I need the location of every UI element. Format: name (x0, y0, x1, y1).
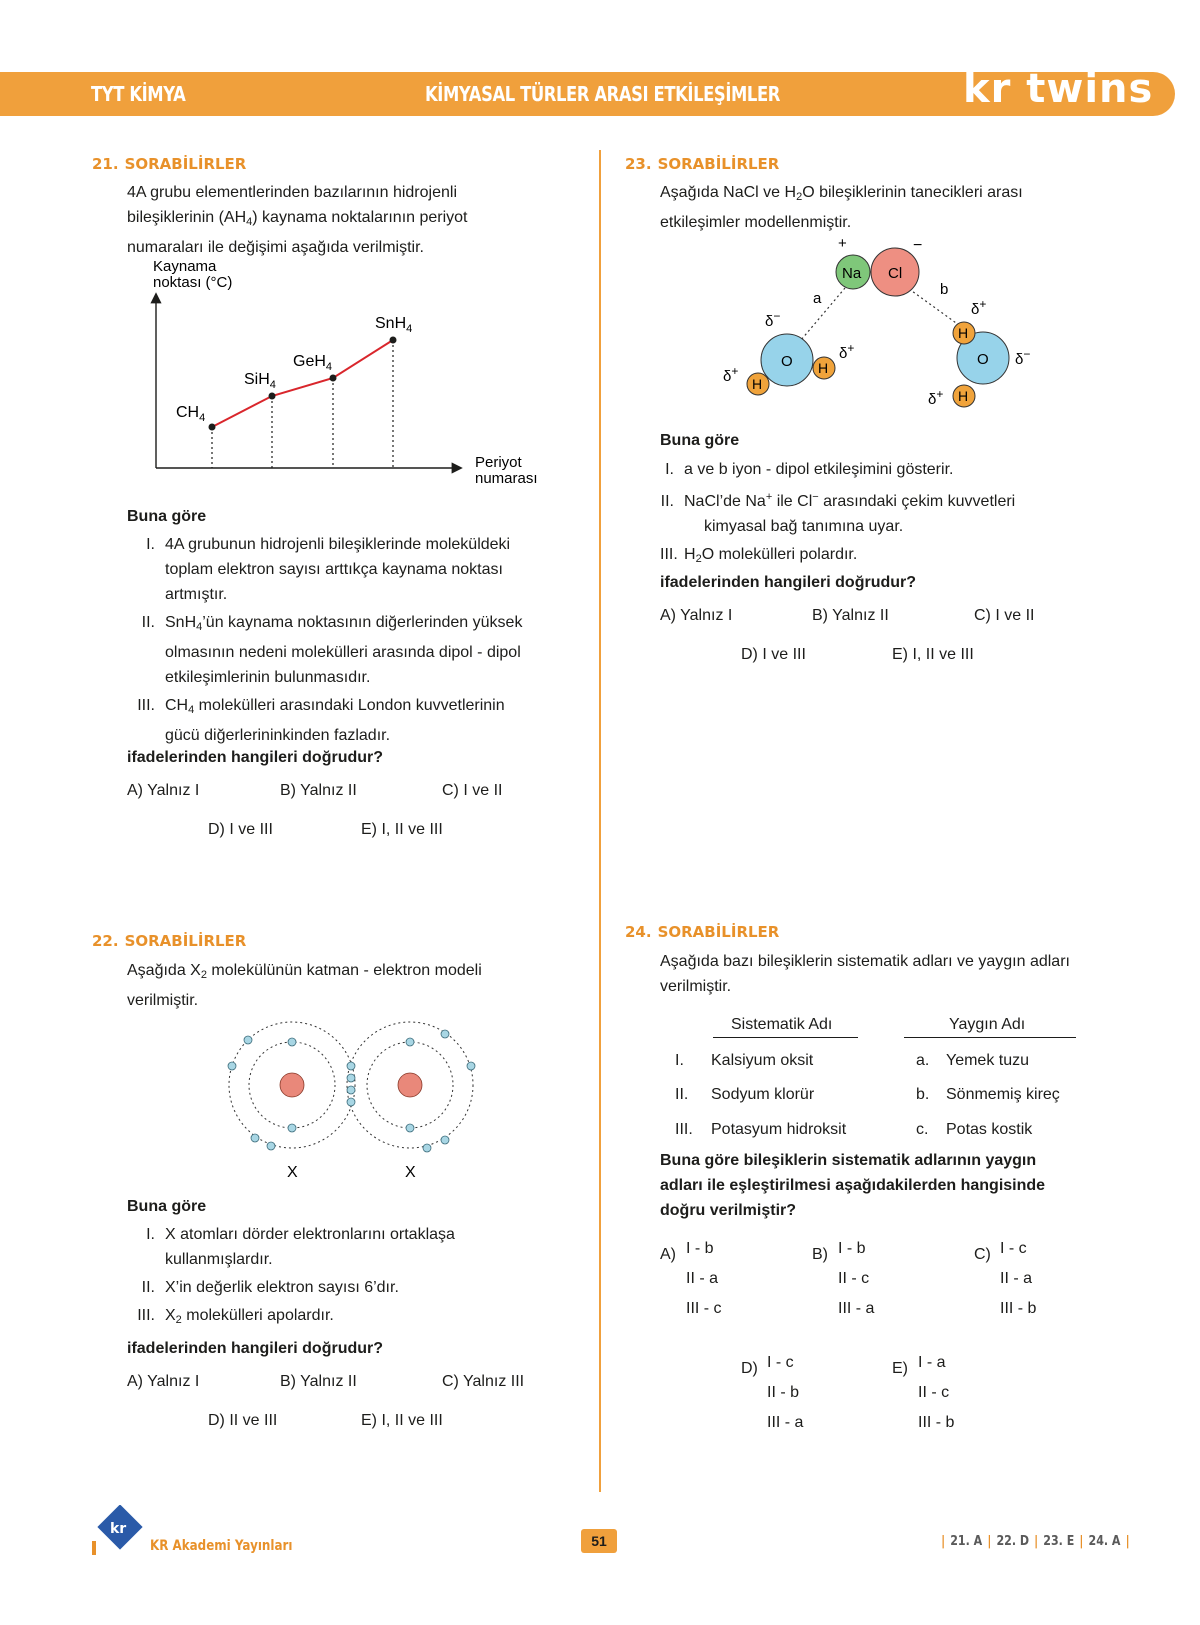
label-b: b (940, 281, 949, 298)
cl-charge: − (913, 237, 923, 254)
q21-question: ifadelerinden hangileri doğrudur? (127, 749, 384, 766)
electron (267, 1142, 275, 1150)
q23-statement-2-line: kimyasal bağ tanımına uyar. (704, 518, 904, 535)
q21-option-b[interactable]: B) Yalnız II (280, 782, 357, 799)
data-point (269, 393, 276, 400)
electron (288, 1124, 296, 1132)
q21-option-c[interactable]: C) I ve II (442, 782, 503, 799)
data-point (330, 375, 337, 382)
q23-statement-1: I. a ve b iyon - dipol etkileşimini gösterir. (665, 461, 954, 478)
publisher-name: KR Akademi Yayınları (150, 1538, 293, 1554)
nacl-h2o-model (715, 236, 1055, 416)
q24-option-d[interactable]: D) I - c II - b III - a (741, 1354, 804, 1431)
svg-text:kr: kr (110, 1521, 127, 1537)
cl-label: Cl (888, 265, 903, 282)
left-h1-label: H (752, 376, 763, 392)
q21-stem-line: 4A grubu elementlerinden bazılarının hidrojenli (127, 184, 457, 201)
q24-number: 24. (625, 923, 652, 941)
q22-statement-1-line: kullanmışlardır. (165, 1251, 273, 1268)
q22-statement-1: I. X atomları dörder elektronlarını ortaklaşa (146, 1226, 455, 1243)
boiling-point-chart (140, 255, 560, 485)
q23-number: 23. (625, 155, 652, 173)
q24-stem (660, 949, 1070, 999)
q21-statement-3: III. $CH_4$ molekülleri arasındaki London kuvvetlerinin (137, 697, 505, 716)
q23-heading (625, 155, 779, 173)
q21-statement-2-line: etkileşimlerinin bulunmasıdır. (165, 669, 371, 686)
q22-option-e[interactable]: E) I, II ve III (361, 1412, 443, 1429)
right-h2-label: H (958, 388, 969, 404)
q23-statements (660, 457, 1015, 572)
q21-number: 21. (92, 155, 119, 173)
q21-stem-line: numaraları ile değişimi aşağıda verilmiştir. (127, 239, 424, 256)
q24-stem-line: Aşağıda bazı bileşiklerin sistematik adları ve yaygın adları (660, 953, 1070, 970)
q22-stem-line: Aşağıda $X_2$ molekülünün katman - elektron modeli (127, 962, 482, 981)
q22-question: ifadelerinden hangileri doğrudur? (127, 1340, 384, 1357)
q21-statement-3-line: gücü diğerlerininkinden fazladır. (165, 727, 391, 744)
point-label: GeH$_4$ (293, 353, 333, 373)
q22-number: 22. (92, 932, 119, 950)
q23-question: ifadelerinden hangileri doğrudur? (660, 574, 917, 591)
left-delta-minus: δ− (765, 309, 781, 330)
q23-stem-line: etkileşimler modellenmiştir. (660, 214, 852, 231)
q22-stem (127, 958, 482, 1013)
section-label: SORABİLİRLER (657, 155, 780, 173)
q22-statements (127, 1222, 455, 1333)
section-label: SORABİLİRLER (124, 932, 247, 950)
q22-buna-gore: Buna göre (127, 1198, 207, 1215)
q23-option-c[interactable]: C) I ve II (974, 607, 1035, 624)
electron (467, 1062, 475, 1070)
q23-option-b[interactable]: B) Yalnız II (812, 607, 889, 624)
electron (228, 1062, 236, 1070)
page-number: 51 (581, 1529, 617, 1553)
q22-heading (92, 932, 246, 950)
q24-option-b[interactable]: B) I - b II - c III - a (812, 1240, 875, 1317)
brand-logo: kr twins (963, 66, 1154, 112)
answer-24: 24. A (1088, 1534, 1121, 1549)
q24-row-2: II. Sodyum klorür b. Sönmemiş kireç (675, 1086, 1060, 1103)
na-label: Na (842, 265, 862, 282)
kr-logo-icon (92, 1505, 144, 1557)
q22-statement-2: II. X’in değerlik elektron sayısı 6’dır. (141, 1279, 399, 1296)
q22-stem-line: verilmiştir. (127, 992, 199, 1009)
q23-stem (660, 180, 1023, 235)
header-subject: TYT KİMYA (91, 82, 186, 106)
atom2-nucleus (398, 1073, 422, 1097)
q23-option-e[interactable]: E) I, II ve III (892, 646, 974, 663)
electron (288, 1038, 296, 1046)
electron (406, 1038, 414, 1046)
col-head-rule (904, 1037, 1076, 1038)
q21-stem-line: bileşiklerinin $(AH_4)$ kaynama noktalarının periyot (127, 209, 468, 228)
point-label: SnH$_4$ (375, 315, 413, 335)
shared-electron (347, 1062, 355, 1070)
answer-22: 22. D (996, 1534, 1030, 1549)
data-point (390, 337, 397, 344)
q24-row-3: III. Potasyum hidroksit c. Potas kostik (675, 1121, 1033, 1138)
q23-option-d[interactable]: D) I ve III (741, 646, 806, 663)
q21-statement-1: I. 4A grubunun hidrojenli bileşiklerinde moleküldeki (146, 536, 511, 553)
q21-option-a[interactable]: A) Yalnız I (127, 782, 200, 799)
electron (406, 1124, 414, 1132)
q21-statement-2: II. SnH$_4$’ün kaynama noktasının diğerlerinden yüksek (141, 614, 523, 633)
q24-heading (625, 923, 779, 941)
q23-buna-gore: Buna göre (660, 432, 740, 449)
right-delta-plus-1: δ+ (971, 297, 987, 318)
left-delta-plus-2: δ+ (839, 341, 855, 362)
section-label: SORABİLİRLER (124, 155, 247, 173)
section-label: SORABİLİRLER (657, 923, 780, 941)
label-a: a (813, 290, 822, 307)
q21-statement-2-line: olmasının nedeni molekülleri arasında dipol - dipol (165, 644, 521, 661)
atom1-nucleus (280, 1073, 304, 1097)
data-point (209, 424, 216, 431)
col-head-rule (713, 1037, 858, 1038)
q22-statement-3: III. $X_2$ molekülleri apolardır. (137, 1307, 334, 1326)
electron (441, 1136, 449, 1144)
atom2-label: X (405, 1164, 416, 1181)
col-head-systematic: Sistematik Adı (731, 1016, 833, 1033)
q21-buna-gore: Buna göre (127, 508, 207, 525)
q22-option-a[interactable]: A) Yalnız I (127, 1373, 200, 1390)
shared-electron (347, 1098, 355, 1106)
na-charge: + (838, 236, 847, 252)
q24-option-e[interactable]: E) I - a II - c III - b (892, 1354, 955, 1431)
q22-option-d[interactable]: D) II ve III (208, 1412, 278, 1429)
answer-key: | 21. A | 22. D | 23. E | 24. A | (941, 1534, 1130, 1549)
electron (441, 1030, 449, 1038)
answer-21: 21. A (950, 1534, 983, 1549)
q24-stem-line: verilmiştir. (660, 978, 732, 995)
q23-statement-3: III. $H_2O$ molekülleri polardır. (660, 546, 858, 565)
q22-option-c[interactable]: C) Yalnız III (442, 1373, 525, 1390)
q21-option-e[interactable]: E) I, II ve III (361, 821, 443, 838)
right-o-label: O (977, 351, 989, 368)
q21-stem (127, 180, 468, 260)
shared-electron (347, 1086, 355, 1094)
left-delta-plus-1: δ+ (723, 364, 739, 385)
header-topic: KİMYASAL TÜRLER ARASI ETKİLEŞİMLER (425, 82, 780, 106)
right-delta-minus: δ− (1015, 347, 1031, 368)
x-axis-label-line2: numarası (475, 470, 538, 485)
col-head-common: Yaygın Adı (949, 1016, 1026, 1033)
q23-stem-line: Aşağıda NaCl ve $H_2O$ bileşiklerinin tanecikleri arası (660, 184, 1023, 203)
electron (251, 1134, 259, 1142)
q21-option-d[interactable]: D) I ve III (208, 821, 273, 838)
q22-option-b[interactable]: B) Yalnız II (280, 1373, 357, 1390)
y-axis-label-line1: Kaynama (153, 258, 217, 275)
atom1-label: X (287, 1164, 298, 1181)
interaction-a-line (801, 288, 845, 340)
interaction-b-line (905, 286, 963, 328)
q21-heading (92, 155, 246, 173)
electron (244, 1036, 252, 1044)
point-label: SiH$_4$ (244, 371, 276, 391)
q23-statement-2: II. NaCl’de Na+ ile Cl− arasındaki çekim kuvvetleri (660, 491, 1016, 510)
x2-shell-model (215, 1010, 485, 1190)
left-o-label: O (781, 353, 793, 370)
y-axis-label-line2: noktası (°C) (153, 274, 233, 291)
point-label: $CH_4$ (176, 404, 206, 424)
right-delta-plus-2: δ+ (928, 387, 944, 408)
x-axis-label-line1: Periyot (475, 454, 522, 471)
q21-statement-1-line: artmıştır. (165, 586, 228, 603)
q24-question: Buna göre bileşiklerin sistematik adlarının yaygın adları ile eşleştirilmesi aşağıdakilerden hangisinde doğru verilmiştir? (660, 1152, 1046, 1219)
answer-23: 23. E (1043, 1534, 1075, 1549)
column-divider (599, 150, 601, 1492)
right-h1-label: H (958, 325, 969, 341)
q21-statement-1-line: toplam elektron sayısı arttıkça kaynama noktası (165, 561, 503, 578)
q23-option-a[interactable]: A) Yalnız I (660, 607, 733, 624)
q21-statements (127, 532, 522, 748)
left-h2-label: H (818, 360, 829, 376)
q24-option-c[interactable]: C) I - c II - a III - b (974, 1240, 1037, 1317)
electron (423, 1144, 431, 1152)
q24-row-1: I. Kalsiyum oksit a. Yemek tuzu (675, 1052, 1030, 1069)
q24-option-a[interactable]: A) I - b II - a III - c (660, 1240, 722, 1317)
shared-electron (347, 1074, 355, 1082)
